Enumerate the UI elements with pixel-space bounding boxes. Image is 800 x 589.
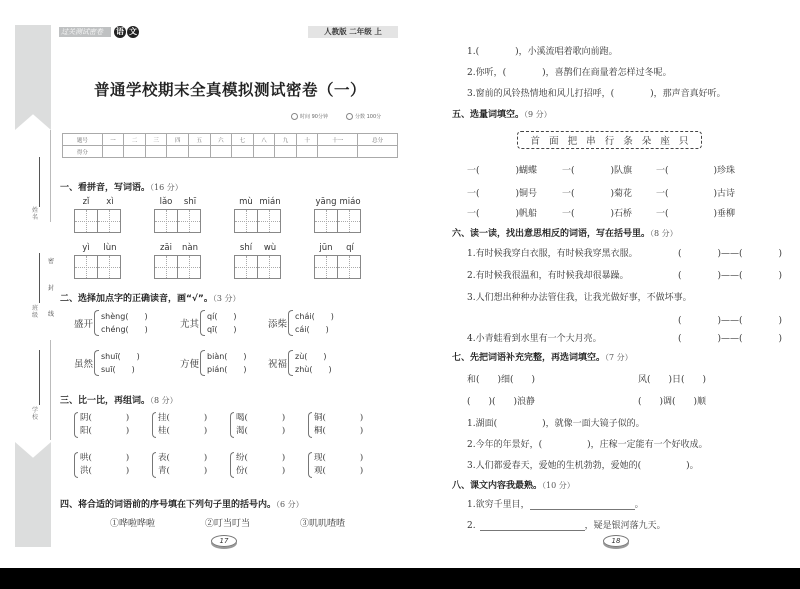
- sentence-item[interactable]: 3.窗前的风铃热情地和风儿打招呼，( )，那声音真好听。: [467, 89, 726, 99]
- margin-divider: [50, 340, 51, 440]
- sentence-item[interactable]: 1.湖面( )，就像一面大镜子似的。: [467, 419, 645, 429]
- writing-cell[interactable]: [154, 209, 178, 233]
- school-fill-line[interactable]: [39, 350, 40, 405]
- compare-item[interactable]: 哄( ): [80, 453, 130, 463]
- score-table-header: 十: [296, 134, 318, 146]
- score-cell[interactable]: [189, 146, 211, 158]
- margin-divider: [50, 130, 51, 222]
- word-option: ③叽叽喳喳: [300, 519, 346, 529]
- pinyin-item: [74, 197, 122, 233]
- score-table-header: 题号: [63, 134, 103, 146]
- reading-option[interactable]: chái( ): [295, 312, 334, 321]
- pinyin-item: [74, 243, 122, 279]
- pinyin-syllable: qí: [346, 243, 354, 253]
- name-label: 姓名: [31, 207, 38, 221]
- brace: [288, 310, 293, 336]
- reading-choice: [268, 310, 334, 336]
- section-6-heading: 六、读一读，找出意思相反的词语，写在括号里。（8 分）: [452, 229, 678, 239]
- pinyin-item: [154, 197, 202, 233]
- pinyin-syllable: zǐ: [82, 197, 90, 207]
- recite-item: 1.欲穷千里目， 。: [467, 500, 644, 510]
- compare-item[interactable]: 桂( ): [158, 426, 208, 436]
- compare-pair: [152, 412, 207, 438]
- antonym-sentence: 2.有时候我很温和，有时候我却很暴躁。: [467, 271, 629, 281]
- phrase-fill[interactable]: ( )调( )顺: [638, 397, 707, 407]
- brace: [74, 452, 78, 478]
- page-title: 普通学校期末全真模拟测试密卷（一）: [93, 80, 366, 99]
- brand-label: 过关测试密卷: [59, 27, 111, 37]
- target-word: 尤其: [180, 319, 200, 330]
- reading-option[interactable]: cái( ): [295, 325, 329, 334]
- measure-word: 面: [549, 136, 559, 147]
- pinyin-syllable: shī: [183, 197, 197, 207]
- score-cell[interactable]: [253, 146, 275, 158]
- compare-item[interactable]: 观( ): [314, 466, 364, 476]
- antonym-answer[interactable]: ( )——( ): [678, 334, 783, 344]
- bottom-black-band: [0, 568, 800, 589]
- score-table-header: 总分: [358, 134, 398, 146]
- antonym-sentence: 4.小青蛙看到水里有一个大月亮。: [467, 334, 602, 344]
- pinyin-syllable: nàn: [182, 243, 198, 253]
- reading-option[interactable]: qí( ): [207, 312, 237, 321]
- score-table-header: 七: [232, 134, 254, 146]
- section-1-heading: 一、看拼音，写词语。（16 分）: [60, 183, 183, 193]
- score-row-label: 得分: [63, 146, 103, 158]
- compare-pair: [74, 412, 129, 438]
- measure-word: 条: [623, 136, 633, 147]
- score-table-header: 一: [102, 134, 124, 146]
- pinyin-item: [234, 243, 282, 279]
- pinyin-syllable: lǎo: [159, 197, 173, 207]
- reading-choice: [74, 310, 148, 336]
- writing-cell[interactable]: [314, 255, 338, 279]
- compare-item[interactable]: 挂( ): [158, 413, 208, 423]
- brace: [200, 310, 205, 336]
- score-table-header: 四: [167, 134, 189, 146]
- reading-option[interactable]: qī( ): [207, 325, 237, 334]
- compare-item[interactable]: 纷( ): [236, 453, 286, 463]
- compare-item[interactable]: 铜( ): [314, 413, 364, 423]
- target-word: 祝福: [268, 359, 288, 370]
- brace: [152, 452, 156, 478]
- subject-badge: 文: [129, 27, 137, 36]
- answer-blank[interactable]: [530, 500, 635, 510]
- compare-item[interactable]: 份( ): [236, 466, 286, 476]
- reading-option[interactable]: shuī( ): [101, 352, 140, 361]
- antonym-sentence: 3.人们想出种种办法管住我，让我光做好事，不做坏事。: [467, 293, 692, 303]
- measure-word: 朵: [641, 136, 652, 147]
- compare-pair: [308, 412, 363, 438]
- compare-pair: [152, 452, 207, 478]
- reading-option[interactable]: pián( ): [207, 365, 247, 374]
- sentence-item[interactable]: 1.( )，小溪流唱着歌向前跑。: [467, 47, 618, 57]
- page-number-right: 18: [603, 535, 629, 547]
- section-3-heading: 三、比一比，再组词。（8 分）: [60, 396, 178, 406]
- compare-item[interactable]: 桐( ): [314, 426, 364, 436]
- answer-blank[interactable]: [480, 521, 585, 531]
- fill-item[interactable]: 一( )帆船: [467, 209, 538, 219]
- section-7-heading: 七、先把词语补充完整，再选词填空。（7 分）: [452, 353, 633, 363]
- score-cell[interactable]: [358, 146, 398, 158]
- score-table-header: 八: [253, 134, 275, 146]
- brace: [308, 412, 312, 438]
- section-5-heading: 五、选量词填空。（9 分）: [452, 110, 552, 120]
- measure-word-box: [517, 131, 702, 149]
- sentence-item[interactable]: 3.人们都爱春天，爱她的生机勃勃，爱她的( )。: [467, 461, 699, 471]
- brace: [74, 412, 78, 438]
- reading-option[interactable]: zhù( ): [295, 365, 332, 374]
- score-table-header: 九: [275, 134, 297, 146]
- writing-cell[interactable]: [97, 209, 121, 233]
- writing-cell[interactable]: [234, 255, 258, 279]
- fill-item[interactable]: 一( )石桥: [562, 209, 633, 219]
- writing-cell[interactable]: [74, 255, 98, 279]
- measure-word: 首: [530, 136, 541, 147]
- measure-word: 把: [567, 136, 578, 147]
- target-word: 添柴: [268, 319, 288, 330]
- edition-label: 人教版 二年级 上: [308, 26, 398, 38]
- compare-pair: [230, 412, 285, 438]
- reading-option[interactable]: biàn( ): [207, 352, 247, 361]
- antonym-answer[interactable]: ( )——( ): [678, 271, 783, 281]
- writing-cell[interactable]: [234, 209, 258, 233]
- brace: [94, 310, 99, 336]
- reading-option[interactable]: suī( ): [101, 365, 135, 374]
- brace: [200, 350, 205, 376]
- compare-item[interactable]: 洪( ): [80, 466, 130, 476]
- brace: [230, 412, 234, 438]
- score-cell[interactable]: [296, 146, 318, 158]
- score-cell[interactable]: [232, 146, 254, 158]
- score-cell[interactable]: [275, 146, 297, 158]
- score-cell[interactable]: [124, 146, 146, 158]
- score-table-header-row: [63, 134, 398, 146]
- score-table-header: 五: [189, 134, 211, 146]
- writing-cell[interactable]: [74, 209, 98, 233]
- page-number-left: 17: [211, 535, 237, 547]
- writing-cell[interactable]: [314, 209, 338, 233]
- phrase-fill[interactable]: ( )( )浪静: [467, 397, 536, 407]
- pinyin-syllable: wù: [263, 243, 277, 253]
- recite-item: 2. ，疑是银河落九天。: [467, 521, 666, 531]
- seal-char: 线: [47, 311, 54, 318]
- fill-item[interactable]: 一( )珍珠: [656, 166, 736, 176]
- writing-cell[interactable]: [177, 209, 201, 233]
- compare-item[interactable]: 喝( ): [236, 413, 286, 423]
- score-table-header: 二: [124, 134, 146, 146]
- pinyin-item: [234, 197, 282, 233]
- score-table: [62, 133, 398, 158]
- word-option: ②叮当叮当: [205, 519, 251, 529]
- score-table-header: 三: [145, 134, 167, 146]
- reading-option[interactable]: shèng( ): [101, 312, 148, 321]
- score-table-header: 十一: [318, 134, 358, 146]
- score-cell[interactable]: [167, 146, 189, 158]
- margin-band-top: [15, 25, 51, 130]
- writing-cell[interactable]: [97, 255, 121, 279]
- pinyin-syllable: xì: [106, 197, 114, 207]
- writing-cell[interactable]: [337, 209, 361, 233]
- target-word: 虽然: [74, 359, 94, 370]
- measure-word: 座: [660, 136, 670, 147]
- pinyin-item: [154, 243, 202, 279]
- score-table-header: 六: [210, 134, 232, 146]
- measure-word: 串: [586, 136, 596, 147]
- score-info: 分数 100分: [346, 113, 381, 120]
- writing-cell[interactable]: [177, 255, 201, 279]
- word-option: ①哗啦哗啦: [110, 519, 156, 529]
- reading-choice: [74, 350, 140, 376]
- phrase-fill[interactable]: 风( )日( ): [638, 375, 707, 385]
- fill-item[interactable]: 一( )蝴蝶: [467, 166, 538, 176]
- name-fill-line[interactable]: [39, 157, 40, 207]
- reading-choice: [180, 310, 237, 336]
- compare-pair: [308, 452, 363, 478]
- pinyin-syllable: shí: [239, 243, 253, 253]
- reading-choice: [180, 350, 247, 376]
- pinyin-syllable: mù: [239, 197, 253, 207]
- pinyin-syllable: yāng: [315, 197, 337, 207]
- reading-choice: [268, 350, 332, 376]
- score-icon: [346, 113, 353, 120]
- phrase-fill[interactable]: 和( )细( ): [467, 375, 536, 385]
- antonym-answer[interactable]: ( )——( ): [678, 249, 783, 259]
- brace: [230, 452, 234, 478]
- score-table-row: [63, 146, 398, 158]
- compare-item[interactable]: 现( ): [314, 453, 364, 463]
- score-cell[interactable]: [210, 146, 232, 158]
- brace: [94, 350, 99, 376]
- measure-word: 只: [678, 136, 689, 147]
- target-word: 方便: [180, 359, 200, 370]
- margin-band-bottom: [15, 442, 51, 547]
- sentence-item[interactable]: 2.今年的年景好，( )，庄稼一定能有一个好收成。: [467, 440, 708, 450]
- reading-option[interactable]: zù( ): [295, 352, 327, 361]
- score-cell[interactable]: [318, 146, 358, 158]
- pinyin-syllable: yì: [82, 243, 90, 253]
- target-word: 盛开: [74, 319, 94, 330]
- writing-cell[interactable]: [257, 255, 281, 279]
- fill-item[interactable]: 一( )古诗: [656, 189, 736, 199]
- class-fill-line[interactable]: [39, 253, 40, 303]
- fill-item[interactable]: 一( )垂柳: [656, 209, 736, 219]
- brace: [288, 350, 293, 376]
- pinyin-item: [314, 197, 362, 233]
- pinyin-item: [314, 243, 362, 279]
- pinyin-syllable: zāi: [159, 243, 173, 253]
- score-cell[interactable]: [102, 146, 124, 158]
- class-label: 班级: [31, 305, 38, 319]
- compare-item[interactable]: 表( ): [158, 453, 208, 463]
- fill-item[interactable]: 一( )铜号: [467, 189, 538, 199]
- brace: [308, 452, 312, 478]
- pinyin-syllable: mián: [259, 197, 281, 207]
- antonym-answer[interactable]: ( )——( ): [678, 316, 783, 326]
- writing-cell[interactable]: [337, 255, 361, 279]
- compare-pair: [74, 452, 129, 478]
- pinyin-syllable: lùn: [103, 243, 117, 253]
- section-2-heading: 二、选择加点字的正确读音，画“√”。（3 分）: [60, 294, 241, 304]
- pinyin-syllable: miáo: [339, 197, 361, 207]
- seal-char: 密: [47, 258, 54, 265]
- score-cell[interactable]: [145, 146, 167, 158]
- compare-item[interactable]: 渴( ): [236, 426, 286, 436]
- section-4-heading: 四、将合适的词语前的序号填在下列句子里的括号内。（6 分）: [60, 500, 304, 510]
- subject-badge: 语: [116, 27, 124, 36]
- writing-cell[interactable]: [154, 255, 178, 279]
- section-8-heading: 八、课文内容我最熟。（10 分）: [452, 481, 575, 491]
- compare-item[interactable]: 阳( ): [80, 426, 130, 436]
- school-label: 学校: [31, 407, 38, 421]
- antonym-sentence: 1.有时候我穿白衣服，有时候我穿黑衣服。: [467, 249, 638, 259]
- compare-item[interactable]: 青( ): [158, 466, 208, 476]
- pinyin-syllable: jūn: [319, 243, 333, 253]
- compare-pair: [230, 452, 285, 478]
- time-info: 时间 90分钟: [291, 113, 328, 120]
- fill-item[interactable]: 一( )队旗: [562, 166, 633, 176]
- sentence-item[interactable]: 2.你听，( )，喜鹊们在商量着怎样过冬呢。: [467, 68, 672, 78]
- compare-item[interactable]: 阴( ): [80, 413, 130, 423]
- measure-word: 行: [604, 136, 615, 147]
- brace: [152, 412, 156, 438]
- reading-option[interactable]: chéng( ): [101, 325, 148, 334]
- clock-icon: [291, 113, 298, 120]
- writing-cell[interactable]: [257, 209, 281, 233]
- fill-item[interactable]: 一( )菊花: [562, 189, 633, 199]
- seal-char: 封: [47, 285, 54, 292]
